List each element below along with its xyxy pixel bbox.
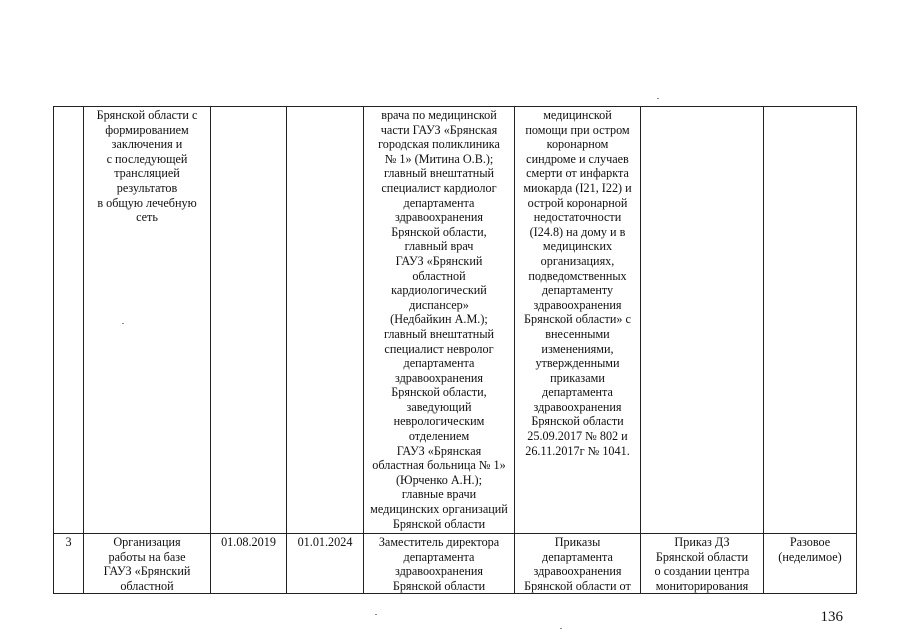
table-row-3 bbox=[54, 534, 857, 594]
cell-responsible: Заместитель директора департамента здравоохранения Брянской области bbox=[364, 534, 515, 594]
cell-num bbox=[54, 107, 84, 534]
cell-start-date bbox=[211, 107, 287, 534]
table-row-continuation bbox=[54, 107, 857, 534]
cell-end-date bbox=[287, 107, 364, 534]
scan-speck bbox=[560, 628, 562, 629]
cell-responsible: врача по медицинской части ГАУЗ «Брянская городская поликлиника № 1» (Митина О.В.); главный внештатный специалист кардиолог департамента здравоохранения Брянской области, главный врач ГАУЗ «Брянский областной кардиологический диспансер» (Недбайкин А.М.); главный внештатный специалист невролог департамента здравоохранения Брянской области, заведующий неврологическим отделением ГАУЗ «Брянская областная больница № 1» (Юрченко А.Н.); главные врачи медицинских организаций Брянской области bbox=[364, 107, 515, 534]
cell-activity-name: Организация работы на базе ГАУЗ «Брянский областной bbox=[84, 534, 211, 594]
cell-activity-name: Брянской области с формированием заключения и с последующей трансляцией результатов в общую лечебную сеть bbox=[84, 107, 211, 534]
cell-basis: Приказы департамента здравоохранения Брянской области от bbox=[515, 534, 641, 594]
cell-basis: медицинской помощи при остром коронарном синдроме и случаев смерти от инфаркта миокарда (I21, I22) и острой коронарной недостаточности (I24.8) на дому и в медицинских организациях, подведомственных департаменту здравоохранения Брянской области» с внесенными изменениями, утвержденными приказами департамента здравоохранения Брянской области 25.09.2017 № 802 и 26.11.2017г № 1041. bbox=[515, 107, 641, 534]
page-number: 136 bbox=[820, 609, 843, 625]
cell-num: 3 bbox=[54, 534, 84, 594]
cell-end-date: 01.01.2024 bbox=[287, 534, 364, 594]
cell-type: Разовое (неделимое) bbox=[764, 534, 857, 594]
scan-speck bbox=[657, 98, 659, 99]
plan-table bbox=[53, 106, 857, 594]
cell-result: Приказ ДЗ Брянской области о создании центра мониторирования bbox=[641, 534, 764, 594]
cell-start-date: 01.08.2019 bbox=[211, 534, 287, 594]
cell-type bbox=[764, 107, 857, 534]
cell-result bbox=[641, 107, 764, 534]
scan-speck bbox=[375, 614, 377, 615]
